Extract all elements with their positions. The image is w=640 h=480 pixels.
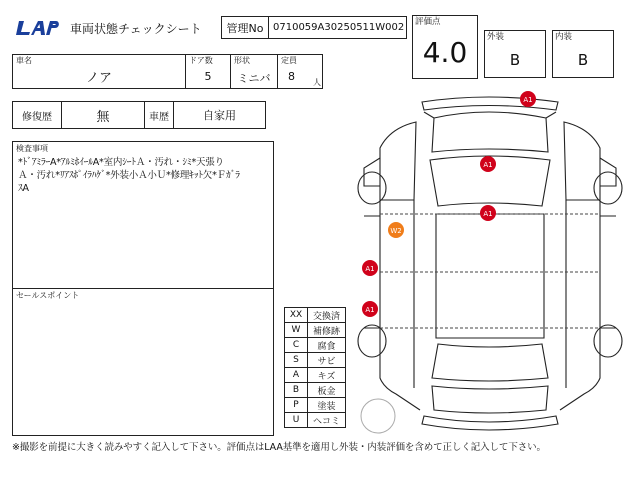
legend-meaning: キズ (307, 367, 346, 383)
usage-history-value: 自家用 (173, 101, 266, 129)
damage-mark (362, 260, 378, 276)
legend-code: W (284, 322, 308, 338)
interior-grade: B (577, 51, 589, 69)
damage-mark (480, 156, 496, 172)
repair-history-value: 無 (61, 101, 145, 129)
management-number-value: 0710059A30250511W002 (268, 16, 407, 39)
body-type-label: 形状 (234, 56, 250, 65)
legend-meaning: サビ (307, 352, 346, 368)
damage-mark (362, 301, 378, 317)
damage-mark-code: A1 (365, 265, 375, 273)
footer-note: ※撮影を前提に大きく読みやすく記入して下さい。評価点はLAA基準を適用し外装・内装評価を含めて正しく記入して下さい。 (12, 442, 546, 453)
inspection-label: 検査事項 (16, 144, 48, 153)
car-name-value: ノア (85, 71, 112, 86)
legend-row (284, 307, 346, 322)
legend-code: B (284, 382, 308, 398)
legend-code: S (284, 352, 308, 368)
score-box (412, 15, 478, 79)
damage-mark-code: W2 (390, 227, 402, 235)
capacity-box (277, 54, 323, 89)
doors-label: ドア数 (189, 56, 213, 65)
legend-row (284, 352, 346, 367)
exterior-grade: B (509, 51, 521, 69)
body-type-box (230, 54, 278, 89)
legend-row (284, 367, 346, 382)
damage-mark (480, 205, 496, 221)
interior-grade-box (552, 30, 614, 78)
damage-mark-code: A1 (523, 96, 533, 104)
usage-history-label: 車歴 (144, 101, 174, 129)
legend-code: A (284, 367, 308, 383)
sales-point-box (12, 288, 274, 436)
laa-logo (16, 19, 60, 37)
inspection-notes: *ﾄﾞｱﾐﾗｰA*ｱﾙﾐﾎｲｰﾙA*室内ｼｰﾄＡ・汚れ・ｼﾐ*天張り Ａ・汚れ*ﾘｱｽﾎﾟｲﾗﾊｹﾞ*外装小Ａ小Ｕ*修理ｷｯﾄ欠*Ｆｶﾞﾗ ｽA (18, 157, 240, 194)
legend-row (284, 382, 346, 397)
legend-code: C (284, 337, 308, 353)
doors-box (185, 54, 231, 89)
capacity-value: 8 (288, 70, 295, 83)
exterior-grade-box (484, 30, 546, 78)
body-type-value: ミニバ (237, 72, 271, 85)
damage-mark-code: A1 (365, 306, 375, 314)
vehicle-damage-diagram (350, 88, 630, 438)
damage-mark-code: A1 (483, 210, 493, 218)
legend-meaning: 腐食 (307, 337, 346, 353)
legend-row (284, 322, 346, 337)
legend-meaning: 補修跡 (307, 322, 346, 338)
legend-row (284, 337, 346, 352)
capacity-label: 定員 (281, 56, 297, 65)
score-value: 4.0 (422, 36, 468, 69)
sales-point-label: セールスポイント (16, 291, 80, 300)
damage-mark (520, 91, 536, 107)
car-name-label: 車名 (16, 56, 32, 65)
management-number-label: 管理No (221, 16, 269, 39)
legend-code: XX (284, 307, 308, 323)
capacity-unit: 人 (313, 78, 321, 87)
legend-meaning: ヘコミ (307, 412, 346, 428)
score-label: 評価点 (415, 17, 441, 27)
damage-mark-code: A1 (483, 161, 493, 169)
damage-mark (388, 222, 404, 238)
legend-meaning: 交換済 (307, 307, 346, 323)
legend-row (284, 412, 346, 427)
legend-code: P (284, 397, 308, 413)
interior-label: 内装 (555, 32, 573, 42)
legend-meaning: 塗装 (307, 397, 346, 413)
spare-tire-icon (361, 399, 395, 433)
exterior-label: 外装 (487, 32, 505, 42)
car-name-box (12, 54, 186, 89)
legend-code: U (284, 412, 308, 428)
sheet-title: 車両状態チェックシート (70, 22, 202, 36)
doors-value: 5 (204, 70, 212, 83)
legend-row (284, 397, 346, 412)
repair-history-label: 修復歴 (12, 101, 62, 129)
legend-meaning: 板金 (307, 382, 346, 398)
